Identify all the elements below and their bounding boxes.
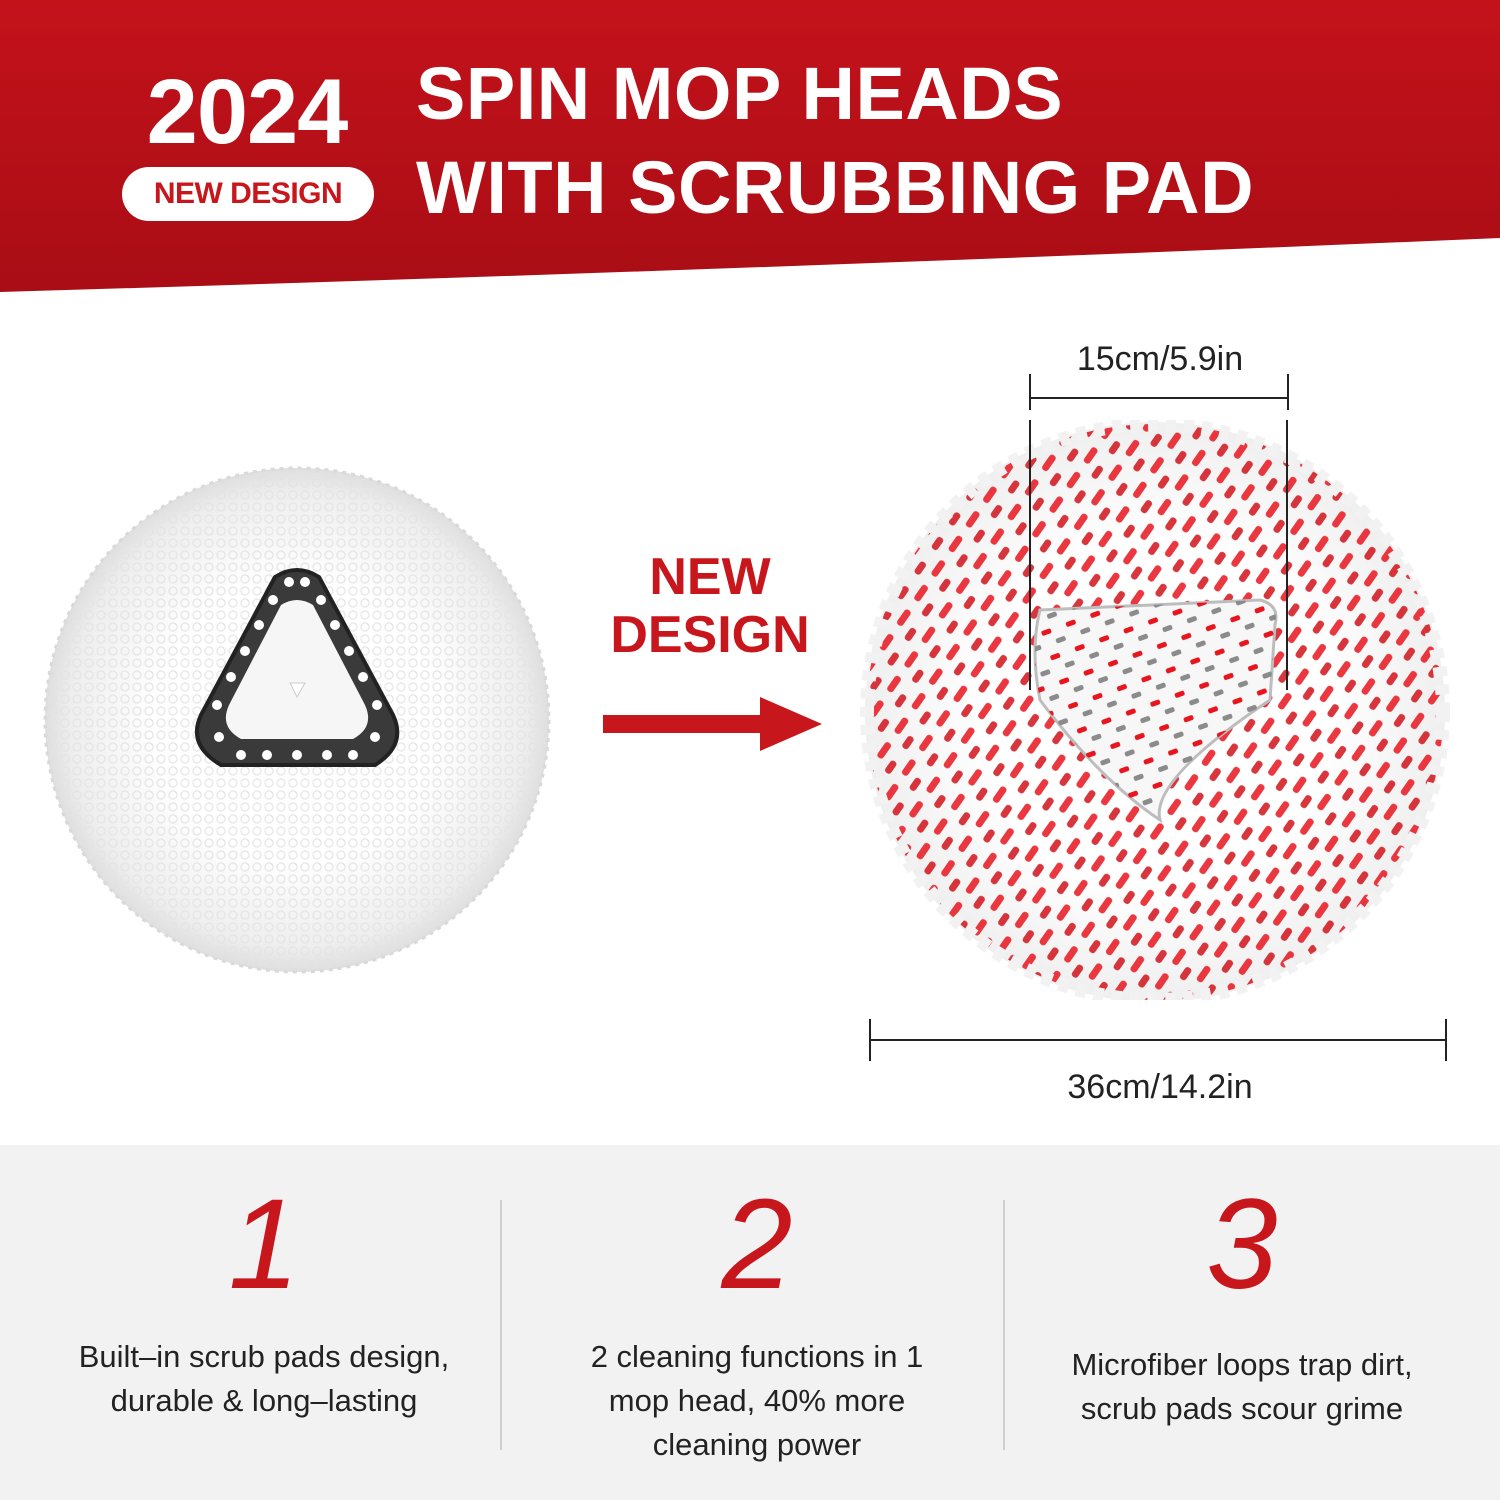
feature-number: 1 bbox=[228, 1173, 300, 1316]
feature-divider bbox=[1003, 1200, 1005, 1450]
old-mop-head-image bbox=[35, 465, 560, 985]
new-design-label-line-2: DESIGN bbox=[610, 606, 810, 664]
feature-3 bbox=[992, 1145, 1492, 1500]
mop-width-indicator bbox=[860, 1015, 1460, 1065]
mop-width-label: 36cm/14.2in bbox=[1067, 1068, 1253, 1106]
right-arrow-icon bbox=[600, 695, 825, 753]
year-label: 2024 bbox=[146, 61, 348, 163]
headline-line-1: SPIN MOP HEADS bbox=[416, 52, 1064, 135]
feature-section bbox=[0, 1145, 1500, 1500]
new-mop-head-image bbox=[850, 420, 1460, 1000]
feature-2 bbox=[507, 1145, 1007, 1500]
feature-divider bbox=[500, 1200, 502, 1450]
new-design-badge: NEW DESIGN bbox=[122, 167, 374, 221]
feature-text: Built–in scrub pads design, durable & long–lasting bbox=[78, 1339, 450, 1418]
header-banner bbox=[0, 0, 1500, 300]
feature-number: 3 bbox=[1206, 1173, 1278, 1316]
feature-number: 2 bbox=[721, 1173, 793, 1316]
pad-width-label: 15cm/5.9in bbox=[1076, 340, 1244, 378]
feature-text: Microfiber loops trap dirt, scrub pads scour grime bbox=[1071, 1347, 1413, 1426]
new-design-label-line-1: NEW bbox=[649, 548, 771, 606]
headline-line-2: WITH SCRUBBING PAD bbox=[416, 146, 1255, 229]
new-design-label bbox=[600, 548, 820, 664]
feature-text: 2 cleaning functions in 1 mop head, 40% more cleaning power bbox=[590, 1339, 924, 1462]
feature-1 bbox=[14, 1145, 514, 1500]
